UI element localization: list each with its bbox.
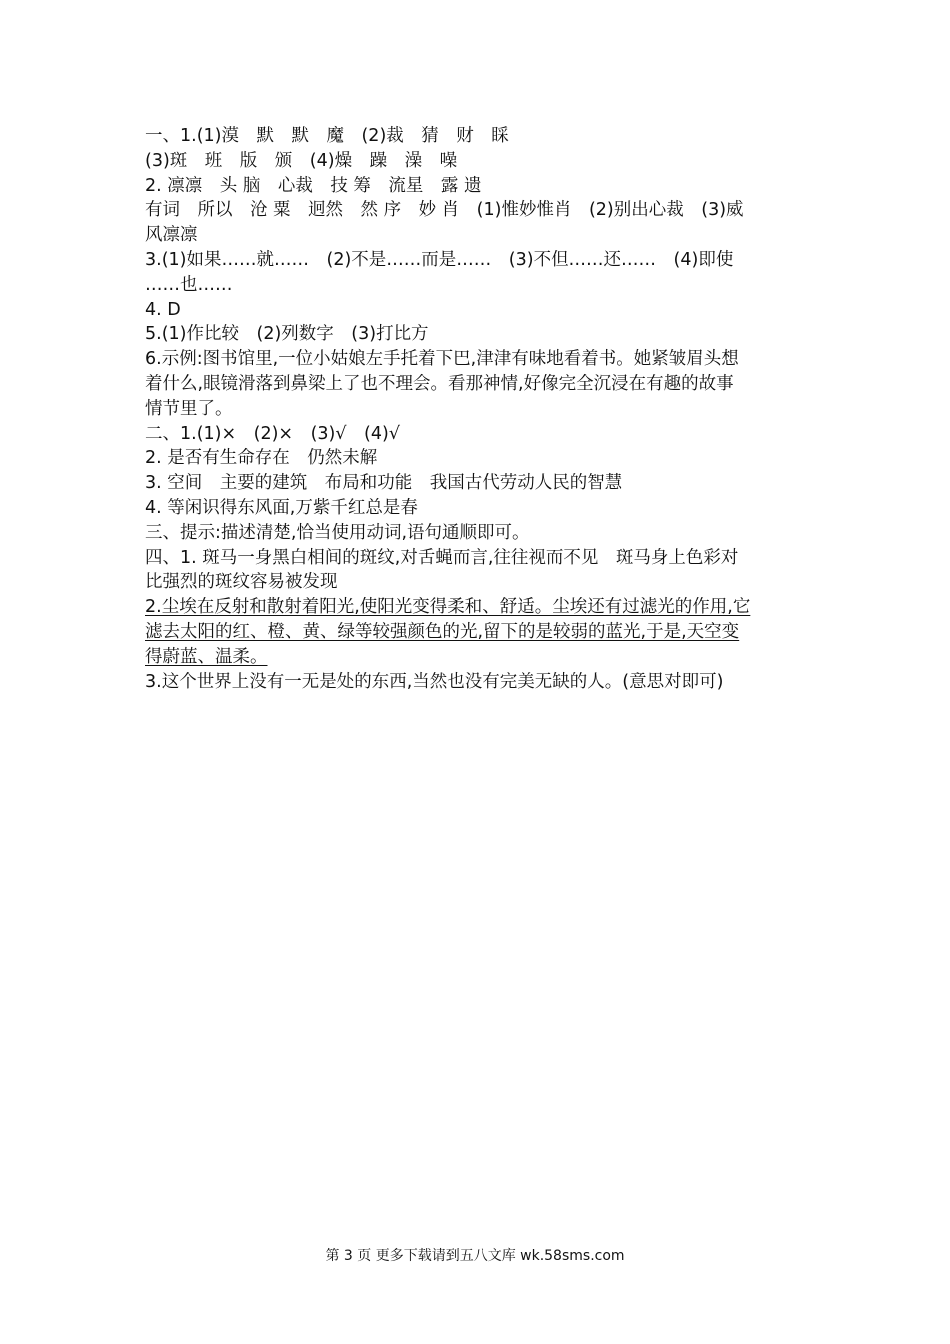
answer-line: 情节里了。 [145, 398, 233, 419]
answer-line: 3.(1)如果……就…… (2)不是……而是…… (3)不但……还…… (4)即使 [145, 249, 734, 270]
page-footer: 第 3 页 更多下载请到五八文库 wk.58sms.com [325, 1248, 625, 1264]
answer-line: 比强烈的斑纹容易被发现 [145, 572, 338, 593]
answer-line-underlined: 2.尘埃在反射和散射着阳光,使阳光变得柔和、舒适。尘埃还有过滤光的作用,它 [145, 597, 751, 618]
answer-line: 风凛凛 [145, 225, 198, 246]
answer-line: 3.这个世界上没有一无是处的东西,当然也没有完美无缺的人。(意思对即可) [145, 671, 724, 692]
answer-line: 有词 所以 沧 粟 迥然 然 序 妙 肖 (1)惟妙惟肖 (2)别出心裁 (3)威 [145, 200, 744, 221]
answer-line: 三、提示:描述清楚,恰当使用动词,语句通顺即可。 [145, 522, 530, 543]
answer-line: 4. D [145, 299, 181, 320]
answer-line: 一、1.(1)漠 默 默 魔 (2)裁 猜 财 睬 [145, 126, 509, 146]
answer-line: 5.(1)作比较 (2)列数字 (3)打比方 [145, 324, 429, 345]
answer-line: 4. 等闲识得东风面,万紫千红总是春 [145, 497, 418, 518]
answer-line-underlined: 得蔚蓝、温柔。 [145, 646, 268, 667]
answer-line: 二、1.(1)× (2)× (3)√ (4)√ [145, 423, 400, 444]
answer-line: (3)斑 班 版 颁 (4)燥 躁 澡 噪 [145, 150, 458, 171]
answer-line-underlined: 滤去太阳的红、橙、黄、绿等较强颜色的光,留下的是较弱的蓝光,于是,天空变 [145, 621, 740, 642]
answer-line: 3. 空间 主要的建筑 布局和功能 我国古代劳动人民的智慧 [145, 473, 623, 494]
answer-line: 着什么,眼镜滑落到鼻梁上了也不理会。看那神情,好像完全沉浸在有趣的故事 [145, 373, 734, 394]
answer-line: 2. 凛凛 头 脑 心裁 技 筹 流星 露 遗 [145, 175, 482, 196]
answer-line: 四、1. 斑马一身黑白相间的斑纹,对舌蝇而言,往往视而不见 斑马身上色彩对 [145, 547, 739, 568]
answer-line: ……也…… [145, 274, 233, 295]
answer-line: 2. 是否有生命存在 仍然未解 [145, 448, 378, 469]
answer-key-content [145, 124, 815, 694]
answer-line: 6.示例:图书馆里,一位小姑娘左手托着下巴,津津有味地看着书。她紧皱眉头想 [145, 349, 739, 370]
